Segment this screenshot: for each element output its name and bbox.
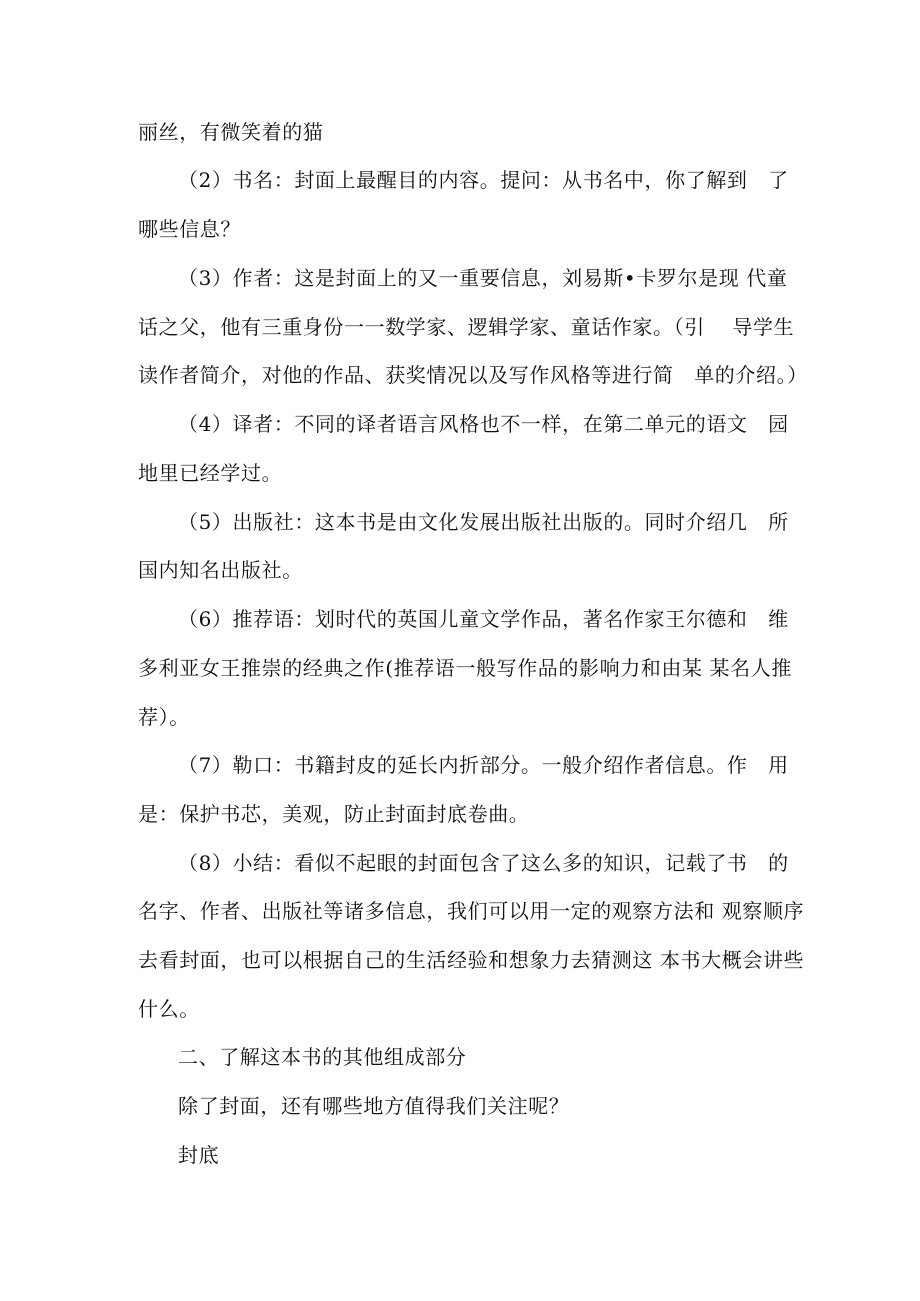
text-line-9: （5）出版社：这本书是由文化发展出版社出版的。同时介绍几 所 <box>178 510 789 534</box>
text-line-18: 去看封面，也可以根据自己的生活经验和想象力去猜测这 本书大概会讲些 <box>138 948 805 972</box>
section-heading: 二、了解这本书的其他组成部分 <box>178 1045 467 1069</box>
text-line-8: 地里已经学过。 <box>138 461 283 485</box>
text-line-7: （4）译者：不同的译者语言风格也不一样，在第二单元的语文 园 <box>178 412 789 436</box>
text-line-17: 名字、作者、出版社等诸多信息，我们可以用一定的观察方法和 观察顺序 <box>138 899 805 923</box>
text-line-21: 除了封面，还有哪些地方值得我们关注呢？ <box>178 1094 570 1118</box>
text-line-5: 话之父，他有三重身份一一数学家、逻辑学家、童话作家。（引 导学生 <box>138 315 795 339</box>
text-line-19: 什么。 <box>138 997 200 1021</box>
text-line-6: 读作者简介，对他的作品、获奖情况以及写作风格等进行简 单的介绍。） <box>138 363 808 387</box>
text-line-2: （2）书名：封面上最醒目的内容。提问：从书名中，你了解到 了 <box>178 168 789 192</box>
text-line-13: 荐）。 <box>138 705 190 729</box>
text-line-14: （7）勒口：书籍封皮的延长内折部分。一般介绍作者信息。作 用 <box>178 753 789 777</box>
text-line-10: 国内知名出版社。 <box>138 558 303 582</box>
text-line-11: （6）推荐语：划时代的英国儿童文学作品，著名作家王尔德和 维 <box>178 607 789 631</box>
text-line-12: 多利亚女王推崇的经典之作(推荐语一般写作品的影响力和由某 某名人推 <box>138 656 792 680</box>
text-line-22: 封底 <box>178 1143 220 1167</box>
text-line-1: 丽丝，有微笑着的猫 <box>138 120 324 144</box>
text-line-3: 哪些信息？ <box>138 217 241 241</box>
text-line-16: （8）小结：看似不起眼的封面包含了这么多的知识，记载了书 的 <box>178 851 789 875</box>
text-line-4: （3）作者：这是封面上的又一重要信息，刘易斯•卡罗尔是现 代童 <box>178 266 788 290</box>
text-line-15: 是：保护书芯，美观，防止封面封底卷曲。 <box>138 802 530 826</box>
